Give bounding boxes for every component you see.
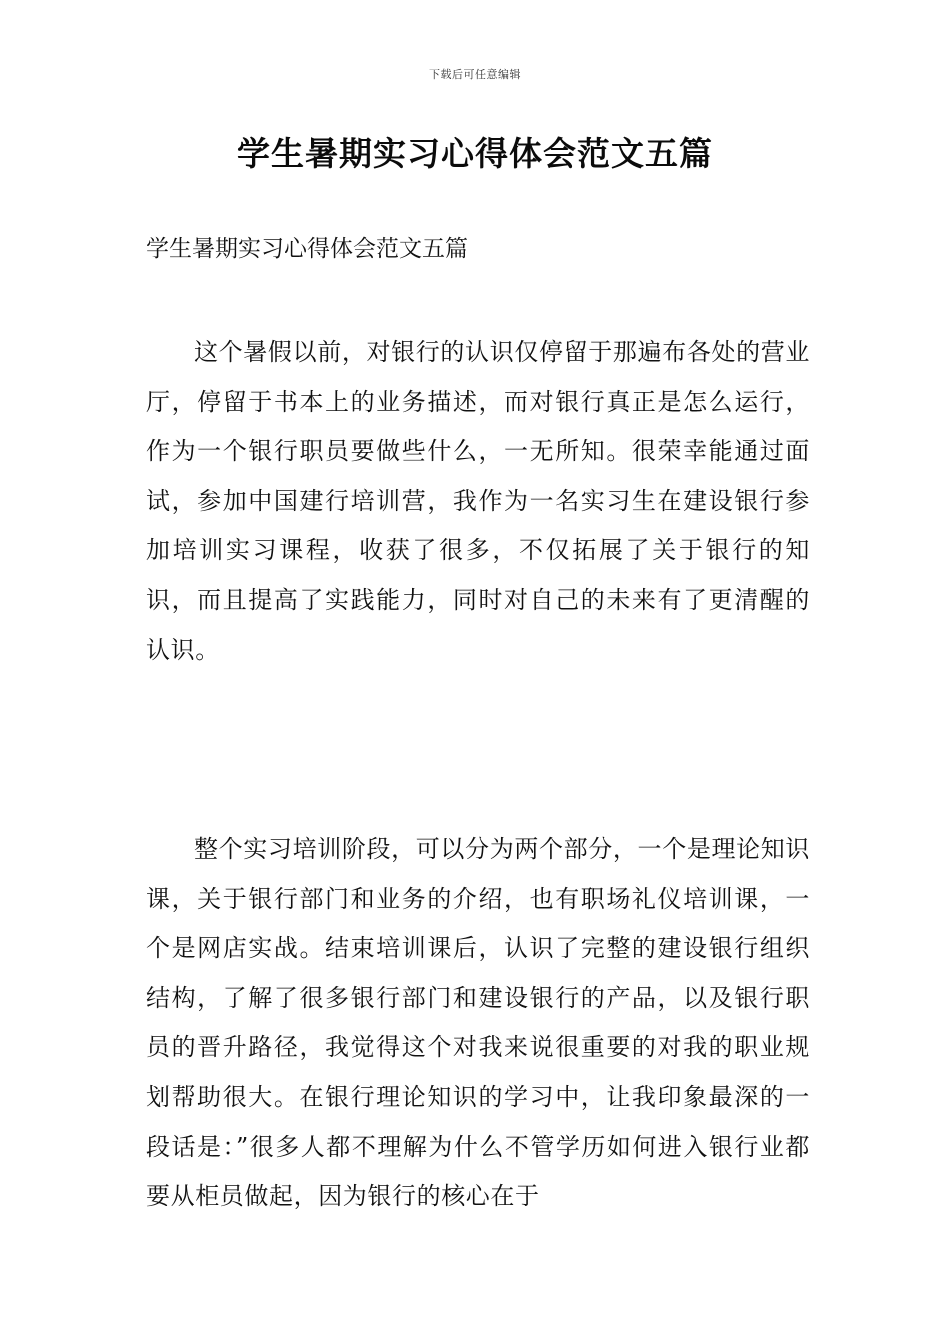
document-subtitle: 学生暑期实习心得体会范文五篇 <box>146 236 468 262</box>
document-title: 学生暑期实习心得体会范文五篇 <box>237 134 713 173</box>
paragraph: 整个实习培训阶段，可以分为两个部分，一个是理论知识课，关于银行部门和业务的介绍，也有职场礼仪培训课，一个是网店实战。结束培训课后，认识了完整的建设银行组织结构，了解了很多银行部门和建设银行的产品，以及银行职员的晋升路径，我觉得这个对我来说很重要的对我的职业规划帮助很大。在银行理论知识的学习中，让我印象最深的一段话是：”很多人都不理解为什么不管学历如何进入银行业都要从柜员做起，因为银行的核心在于 <box>146 835 810 1211</box>
paragraph: 这个暑假以前，对银行的认识仅停留于那遍布各处的营业厅，停留于书本上的业务描述，而对银行真正是怎么运行，作为一个银行职员要做些什么，一无所知。很荣幸能通过面试，参加中国建行培训营，我作为一名实习生在建设银行参加培训实习课程，收获了很多，不仅拓展了关于银行的知识，而且提高了实践能力，同时对自己的未来有了更清醒的认识。 <box>146 338 810 664</box>
header-note: 下载后可任意编辑 <box>429 68 521 81</box>
